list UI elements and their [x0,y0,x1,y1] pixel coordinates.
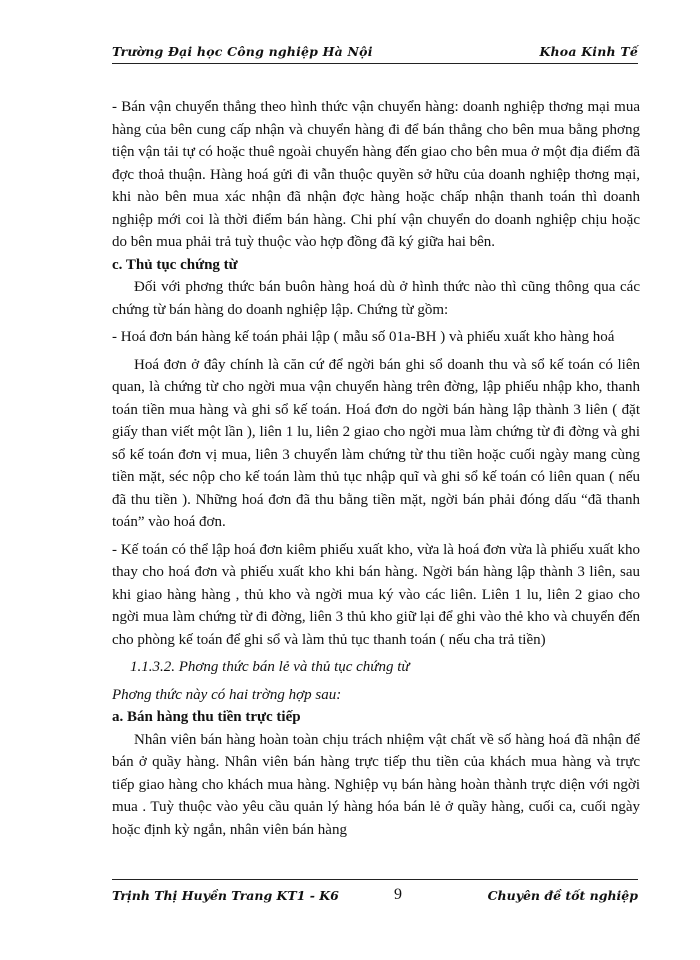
heading-documents-procedure: c. Thủ tục chứng từ [112,256,238,273]
paragraph-invoice-description: Hoá đơn ở đây chính là căn cứ để ngời bán ghi sổ doanh thu và sổ kế toán có liên quan, là chứng từ cho ngời mua vận chuyển hàng trên đờng, lập phiếu nhập kho, thanh toán tiền mua hàng và ghi sổ kế toán. Hoá đơn do ngời bán hàng lập thành 3 liên ( đặt giấy than viết một lần ), liên 1 lu, liên 2 giao cho ngời mua làm chứng từ đi đờng và ghi sổ kế toán đơn vị mua, liên 3 chuyển làm chứng từ thu tiền hoặc cuối ngày mang cùng tiền mặt, séc nộp cho kế toán làm thủ tục nhập quĩ và ghi sổ kế toán có liên quan ( nếu đã thu tiền ). Những hoá đơn đã thu bằng tiền mặt, ngời bán phải đóng dấu “đã thanh toán” vào hoá đơn. [112,356,640,530]
page-number: 9 [394,886,402,903]
footer-author: Trịnh Thị Huyền Trang KT1 - K6 [112,888,339,903]
footer-divider [112,879,638,880]
paragraph-two-cases: Phơng thức này có hai trờng hợp sau: [112,686,342,703]
paragraph-invoice-list-item: - Hoá đơn bán hàng kế toán phải lập ( mẫu số 01a-BH ) và phiếu xuất kho hàng hoá [112,329,615,345]
page-body [112,96,640,841]
header-university: Trường Đại học Công nghiệp Hà Nội [112,44,373,59]
heading-direct-cash-sales: a. Bán hàng thu tiền trực tiếp [112,709,301,725]
paragraph-direct-shipping: - Bán vận chuyển thẳng theo hình thức vận chuyển hàng: doanh nghiệp thơng mại mua hàng của bên cung cấp nhận và chuyển hàng đi để bán thẳng cho bên mua bằng phơng tiện vận tải tự có hoặc thuê ngoài chuyển hàng đến giao cho bên mua ở một địa điểm đã đợc thoả thuận. Hàng hoá gửi đi vẫn thuộc quyền sở hữu của doanh nghiệp thơng mại, khi nào bên mua xác nhận đã nhận đợc hàng hoặc chấp nhận thanh toán thì doanh nghiệp mới coi là thời điểm bán hàng. Chi phí vận chuyển do doanh nghiệp chịu hoặc do bên mua phải trả tuỳ thuộc vào hợp đồng đã ký giữa hai bên. [112,99,640,250]
subheading-retail-method: 1.1.3.2. Phơng thức bán lẻ và thủ tục chứng từ [130,659,410,675]
paragraph-sales-staff: Nhân viên bán hàng hoàn toàn chịu trách nhiệm vật chất về số hàng hoá đã nhận để bán ở quầy hàng. Nhân viên bán hàng trực tiếp thu tiền của khách mua hàng và trực tiếp giao hàng cho khách mua hàng. Nghiệp vụ bán hàng hoàn thành trực diện với ngời mua . Tuỳ thuộc vào yêu cầu quản lý hàng hóa bán lẻ ở quầy hàng, cuối ca, cuối ngày hoặc định kỳ ngắn, nhân viên bán hàng [112,731,640,838]
footer-thesis-label: Chuyên đề tốt nghiệp [487,888,638,903]
paragraph-wholesale-documents: Đối với phơng thức bán buôn hàng hoá dù ở hình thức nào thì cũng thông qua các chứng từ bán hàng do doanh nghiệp lập. Chứng từ gồm: [112,279,640,318]
paragraph-invoice-delivery-note: - Kế toán có thể lập hoá đơn kiêm phiếu xuất kho, vừa là hoá đơn vừa là phiếu xuất kho thay cho hoá đơn và phiếu xuất kho khi bán hàng. Ngời bán hàng lập thành 3 liên, sau khi giao hàng hàng , thủ kho và ngời mua ký vào các liên. Liên 1 lu, liên 2 giao cho ngời mua làm chứng từ đi đờng, liên 3 thủ kho giữ lại để ghi vào thẻ kho và chuyển đến cho phòng kế toán để ghi sổ và làm thủ tục thanh toán ( nếu cha trả tiền) [112,541,640,648]
header-divider [112,63,638,64]
header-faculty: Khoa Kinh Tế [539,44,638,59]
